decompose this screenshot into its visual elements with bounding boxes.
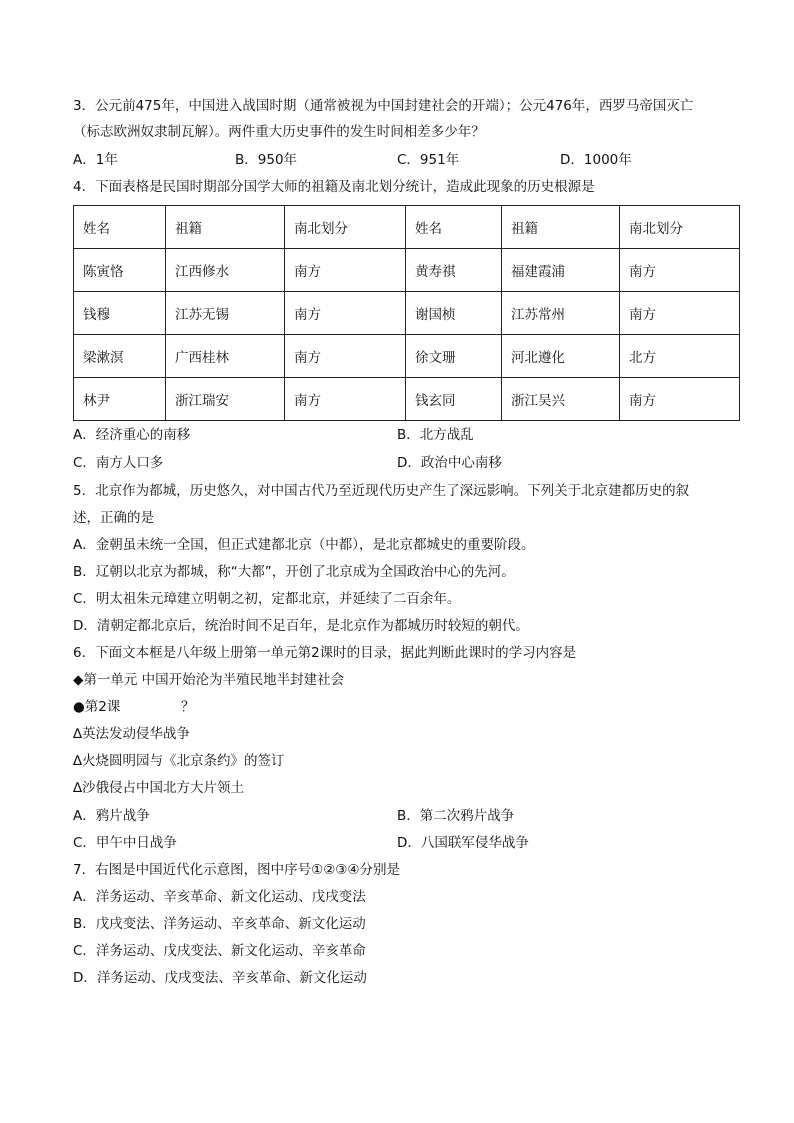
- q6-option-d: D．八国联军侵华战争: [397, 835, 529, 851]
- q6-unit-heading: ◆第一单元 中国开始沦为半殖民地半封建社会: [73, 672, 345, 688]
- q5-stem-line2: 述，正确的是: [73, 510, 154, 526]
- table-cell: 梁漱溟: [74, 335, 166, 378]
- q3-option-c: C．951年: [397, 152, 460, 168]
- q6-option-b: B．第二次鸦片战争: [397, 808, 515, 824]
- q6-lesson-heading: ●第2课: [73, 699, 121, 715]
- table-cell: 河北遵化: [502, 335, 620, 378]
- table-row: [74, 292, 740, 335]
- header-cell: 祖籍: [502, 206, 620, 249]
- header-cell: 南北划分: [620, 206, 740, 249]
- q7-option-d: D．洋务运动、戊戌变法、辛亥革命、新文化运动: [73, 970, 367, 986]
- q7-option-c: C．洋务运动、戊戌变法、新文化运动、辛亥革命: [73, 943, 366, 959]
- table-cell: 徐文珊: [406, 335, 502, 378]
- table-cell: 南方: [285, 378, 406, 421]
- q4-option-d: D．政治中心南移: [397, 455, 502, 471]
- q5-option-b: B．辽朝以北京为都城，称“大都”，开创了北京成为全国政治中心的先河。: [73, 564, 515, 580]
- q3-option-b: B．950年: [235, 152, 298, 168]
- q7-option-a: A．洋务运动、辛亥革命、新文化运动、戊戌变法: [73, 889, 366, 905]
- q3-option-a: A．1年: [73, 152, 118, 168]
- table-cell: 江苏常州: [502, 292, 620, 335]
- table-cell: 福建霞浦: [502, 249, 620, 292]
- header-cell: 南北划分: [285, 206, 406, 249]
- q4-option-a: A．经济重心的南移: [73, 427, 191, 443]
- q3-stem-line2: （标志欧洲奴隶制瓦解）。两件重大历史事件的发生时间相差多少年？: [73, 124, 485, 140]
- q4-stem: 4．下面表格是民国时期部分国学大师的祖籍及南北划分统计，造成此现象的历史根源是: [73, 179, 595, 195]
- table-cell: 南方: [620, 249, 740, 292]
- q6-stem: 6．下面文本框是八年级上册第一单元第2课时的目录，据此判断此课时的学习内容是: [73, 645, 577, 661]
- table-cell: 南方: [285, 249, 406, 292]
- q5-option-c: C．明太祖朱元璋建立明朝之初，定都北京，并延续了二百余年。: [73, 591, 461, 607]
- table-cell: 南方: [285, 335, 406, 378]
- table-cell: 林尹: [74, 378, 166, 421]
- table-cell: 陈寅恪: [74, 249, 166, 292]
- table-cell: 北方: [620, 335, 740, 378]
- q4-option-c: C．南方人口多: [73, 455, 164, 471]
- q6-option-a: A．鸦片战争: [73, 808, 150, 824]
- table-cell: 钱玄同: [406, 378, 502, 421]
- q4-scholar-table: [73, 205, 740, 421]
- table-row: [74, 249, 740, 292]
- table-cell: 广西桂林: [166, 335, 285, 378]
- table-cell: 黄寿祺: [406, 249, 502, 292]
- q4-option-b: B．北方战乱: [397, 427, 474, 443]
- table-cell: 谢国桢: [406, 292, 502, 335]
- q6-lesson-item: ∆沙俄侵占中国北方大片领土: [73, 780, 245, 796]
- header-cell: 姓名: [74, 206, 166, 249]
- table-cell: 浙江瑞安: [166, 378, 285, 421]
- table-cell: 南方: [620, 292, 740, 335]
- header-cell: 祖籍: [166, 206, 285, 249]
- q5-option-a: A．金朝虽未统一全国，但正式建都北京（中都），是北京都城史的重要阶段。: [73, 537, 535, 553]
- table-cell: 浙江吴兴: [502, 378, 620, 421]
- q5-option-d: D．清朝定都北京后，统治时间不足百年，是北京作为都城历时较短的朝代。: [73, 618, 529, 634]
- q6-option-c: C．甲午中日战争: [73, 835, 177, 851]
- q3-option-d: D．1000年: [560, 152, 632, 168]
- table-cell: 南方: [620, 378, 740, 421]
- q6-lesson-item: ∆火烧圆明园与《北京条约》的签订: [73, 753, 285, 769]
- table-cell: 江西修水: [166, 249, 285, 292]
- table-row: [74, 378, 740, 421]
- table-cell: 钱穆: [74, 292, 166, 335]
- q3-stem-line1: 3．公元前475年，中国进入战国时期（通常被视为中国封建社会的开端）；公元476年，西罗马帝国灭亡: [73, 98, 694, 114]
- q7-option-b: B．戊戌变法、洋务运动、辛亥革命、新文化运动: [73, 916, 366, 932]
- header-cell: 姓名: [406, 206, 502, 249]
- q7-stem: 7．右图是中国近代化示意图，图中序号①②③④分别是: [73, 862, 400, 878]
- table-row: [74, 335, 740, 378]
- table-cell: 南方: [285, 292, 406, 335]
- q5-stem-line1: 5．北京作为都城，历史悠久，对中国古代乃至近现代历史产生了深远影响。下列关于北京建都历史的叙: [73, 483, 690, 499]
- table-header-row: [74, 206, 740, 249]
- q6-lesson-item: ∆英法发动侵华战争: [73, 726, 191, 742]
- table-cell: 江苏无锡: [166, 292, 285, 335]
- q6-lesson-blank: ？: [181, 699, 195, 715]
